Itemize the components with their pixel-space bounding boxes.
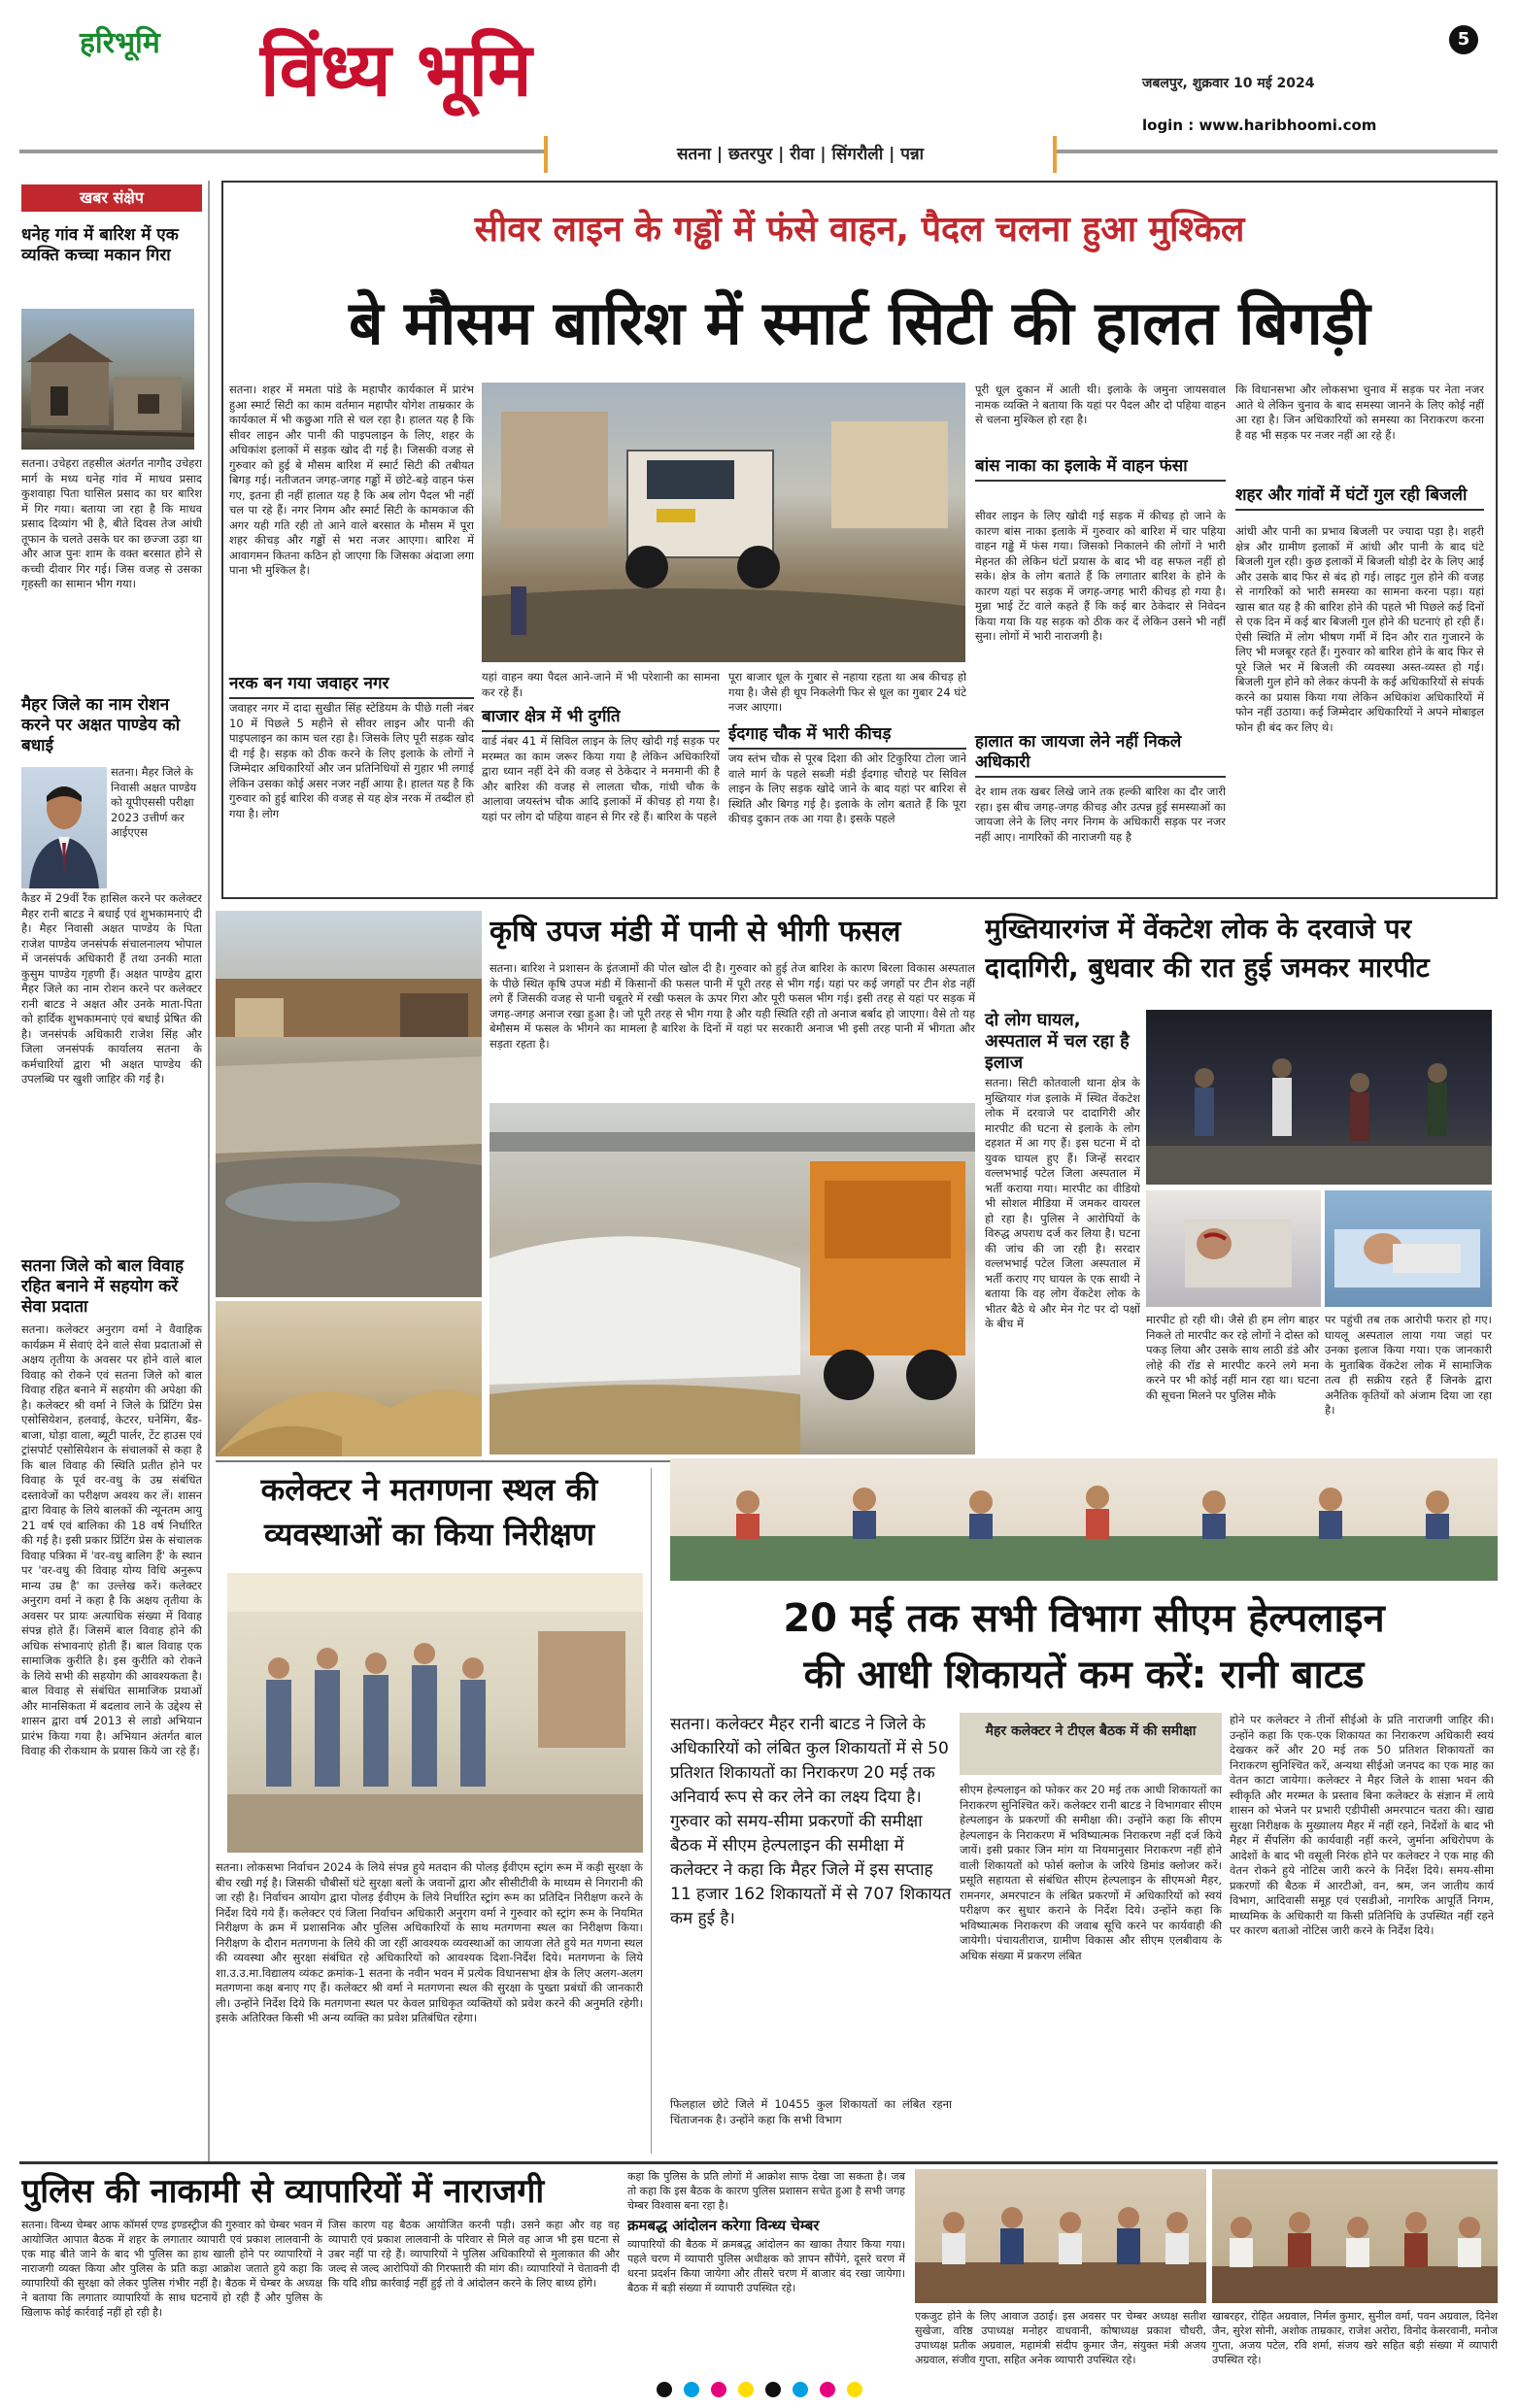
injured-illustration-2 — [1325, 1190, 1492, 1307]
collapsed-house-photo — [21, 309, 194, 450]
chamber-illustration-1 — [915, 2169, 1206, 2303]
sidebar-headline-3: सतना जिले को बाल विवाह रहित बनाने में सहयोग करें सेवा प्रदाता — [21, 1256, 185, 1317]
lead-col4b: सीवर लाइन के लिए खोदी गई सड़क में कीचड़ हो जाने के कारण बांस नाका इलाके में गुरुवार को बारिश में चार पहिया वाहन गड्ढे में फंस गया। जिसको निकालने की लोगों ने भारी मेहनत की लेकिन घंटों प्रयास के बाद भी वह सफल नहीं हो सके। क्षेत्र के लोग बताते हैं कि लगातार बारिश के होने के कारण यहां पर सड़क में जगह-जगह भारी कीचड़ हो गया है। मुन्ना भाई टेंट वाले कहते हैं कि कई बार ठेकेदार से निवेदन किया गया कि यह सड़क को ठीक कर दें लेकिन उसने भी नहीं सुना। लोगों में भारी नाराजगी है। — [975, 509, 1226, 643]
crowd-illustration — [1146, 1010, 1492, 1185]
lead-sub5: हालात का जायजा लेने नहीं निकले अधिकारी — [975, 732, 1226, 778]
police-col1: सतना। विन्ध्य चेम्बर आफ कॉमर्स एण्ड इण्डस्ट्रीज की गुरुवार को चेम्बर भवन में आयोजित आपात बैठक में शहर के लगातार व्यापारी एवं प्रकाश लालवानी के एक माह बीते जाने के बाद भी पुलिस का हाथ खाली होने पर व्यापारियों ने नाराजगी व्यक्त किया और पुलिस के प्रति कड़ा आक्रोश जताते हुये कहा कि व्यापारियों की सुरक्षा को लेकर पुलिस गंभीर नहीं है। बैठक में चेम्बर के अध्यक्ष ने बताया कि लगातार व्यापारियों के साथ घटनायें हो रही हैं और पुलिस के खिलाफ कोई कार्रवाई नहीं हो रही है। — [21, 2219, 322, 2319]
venkatesh-body: सतना। सिटी कोतवाली थाना क्षेत्र के मुख्तियार गंज इलाके में स्थित वेंकटेश लोक में दरवाजे पर दादागिरी और मारपीट की घटना से इलाके के लोग दहशत में आ गए हैं। इस घटना में दो युवक घायल हुए हैं। जिन्हें सरदार वल्लभभाई पटेल जिला अस्पताल में भर्ती कराया गया। मारपीट का वीडियो भी सोशल मीडिया में जमकर वायरल हो रहा है। पुलिस ने आरोपियों के विरुद्ध अपराध दर्ज कर लिया है। घटना की जांच की जा रही है। सरदार वल्लभभाई पटेल जिला अस्पताल में भर्ती कराए गए घायल के एक साथी ने बताया कि वह लोग वेंकटेश लोक के भीतर बैठे थे और मेन गेट पर दो पक्षों के बीच में — [985, 1076, 1140, 1330]
police-col3b: व्यापारियों की बैठक में क्रमबद्ध आंदोलन का खाका तैयार किया गया। पहले चरण में व्यापारी पुलिस अधीक्षक को ज्ञापन सौंपेंगे, दूसरे चरण में धरना प्रदर्शन किया जायेगा और तीसरे चरण में बाजार बंद रखा जायेगा। बैठक में बड़ी संख्या में व्यापारी उपस्थित रहे। — [627, 2238, 905, 2294]
district-strip: सतना | छतरपुर | रीवा | सिंगरौली | पन्ना — [544, 136, 1057, 173]
lead-col3b: जय स्तंभ चौक से पूरब दिशा की ओर टिकुरिया टोला जाने वाले मार्ग के पहले सब्जी मंडी ईदगाह चौराहे पर सिविल लाइन के लिए सड़क खोदे जाने के बाद यहां पर बारिश से स्थिति और बिगड़ गई है। इलाके के लोग बताते हैं कि पूरा कीचड़ दुकान तक आ गया है। इसके पहले — [728, 752, 966, 825]
registration-dot-3 — [738, 2382, 754, 2397]
sidebar-body-2: कैडर में 29वीं रैंक हासिल करने पर कलेक्टर मैहर रानी बाटड ने बधाई एवं शुभकामनाएं दी है। मैहर निवासी अक्षत पाण्डेय के पिता राजेश पाण्डेय जनसंपर्क संचालनालय भोपाल में जनसंपर्क अधिकारी हैं तथा उनकी माता कुसुम पाण्डेय गृहणी हैं। अक्षत पाण्डेय द्वारा मैहर जिले का नाम रोशन करने पर कलेक्टर रानी बाटड ने अक्षत और उनके माता-पिता को हार्दिक शुभकामनाएं एवं बधाई प्रेषित की है। जनसंपर्क अधिकारी राजेश सिंह और जिला जनसंपर्क कार्यालय सतना के कर्मचारियों द्वारा भी अक्षत पाण्डेय की उपलब्धि पर खुशी जाहिर की गई है। — [21, 891, 202, 1086]
login-url: login : www.haribhoomi.com — [1142, 117, 1377, 134]
helpline-lead-tail: फिलहाल छोटे जिले में 10455 कुल शिकायतों का लंबित रहना चिंताजनक है। उन्होंने कहा कि सभी विभाग — [670, 2097, 952, 2126]
registration-dot-1 — [684, 2382, 699, 2397]
registration-marks — [0, 2379, 1519, 2402]
mandi-headline: कृषि उपज मंडी में पानी से भीगी फसल — [489, 915, 901, 949]
inspection-illustration — [227, 1573, 643, 1853]
house-illustration — [21, 309, 194, 450]
lead-col4c: देर शाम तक खबर लिखे जाने तक हल्की बारिश का दौर जारी रहा। इस बीच जगह-जगह कीचड़ और उत्पन्न हुई समस्याओं का जायजा लेने के लिए नगर निगम के अधिकारी सड़क पर नजर नहीं आए। नागरिकों की नाराजगी यह है — [975, 785, 1226, 844]
lead-sub2: बाजार क्षेत्र में भी दुर्गति — [482, 707, 720, 732]
helpline-lead: सतना। कलेक्टर मैहर रानी बाटड ने जिले के अधिकारियों को लंबित कुल शिकायतों में से 50 प्रतिशत शिकायतों का निराकरण 20 मई तक अनिवार्य रूप से कर लेने का लक्ष्य दिया है। गुरुवार को समय-सीमा प्रकरणों की समीक्षा बैठक में सीएम हेल्पलाइन की समीक्षा में कलेक्टर ने कहा कि मैहर जिले में इस सप्ताह 11 हजार 162 शिकायतों में से 707 शिकायत कम हुई है। — [670, 1715, 952, 1928]
collector-headline-1: कलेक्टर ने मतगणना स्थल की — [260, 1471, 598, 1508]
sidebar-body-2-side: सतना। मैहर जिले के निवासी अक्षत पाण्डेय को यूपीएससी परीक्षा 2023 उत्तीर्ण कर आईएएस — [111, 765, 197, 839]
grain-heap-illustration — [216, 1301, 482, 1456]
mandi-grain-photo — [216, 1301, 482, 1456]
venkatesh-headline-2: दादागिरी, बुधवार की रात हुई जमकर मारपीट — [985, 952, 1430, 984]
brand-logo: हरिभूमि — [80, 26, 160, 60]
registration-dot-4 — [765, 2382, 781, 2397]
chamber-meeting-photo-2 — [1212, 2169, 1498, 2303]
flooded-mandi-illustration — [216, 911, 482, 1297]
truck-illustration — [482, 383, 965, 662]
lead-sub3: ईदगाह चौक में भारी कीचड़ — [728, 724, 966, 750]
meeting-illustration — [670, 1458, 1498, 1581]
police-col5: खाबरहर, रोहित अग्रवाल, निर्मल कुमार, सुनील वर्मा, पवन अग्रवाल, दिनेश जैन, सुरेश सोनी, अशोक ताम्रकार, राजेश अरोरा, विनोद केसरवानी, मनोज गुप्ता, अजय पटेल, रवि शर्मा, संजय खरे सहित बड़ी संख्या में व्यापारी उपस्थित रहे। — [1212, 2310, 1498, 2366]
venkatesh-headline-1: मुख्तियारगंज में वेंकटेश लोक के दरवाजे पर — [985, 913, 1412, 945]
lower-rule — [19, 2161, 1498, 2164]
mandi-body: सतना। बारिश ने प्रशासन के इंतजामों की पोल खोल दी है। गुरुवार को हुई तेज बारिश के कारण बिरला विकास अस्पताल के पीछे स्थित कृषि उपज मंडी में किसानों की फसल पानी में पूरी तरह से भीग गई। यहां पर कई जगहों पर टीन शेड नहीं लगे हैं जिसकी वजह से पानी चबूतरे में रखी फसल के ऊपर गिरा और पूरी फसल भीग गई। इसी तरह से यहां पर सड़क में जगह-जगह अनाज रखा हुआ है। जो पूरी तरह से भीग गया है और यही स्थिति रही तो अनाज बर्बाद हो जाएगा। वैसे तो यह बेमौसम में फसल के भीगने का मामला है बारिश के दिनों में यहां पर सरकारी अनाज भी इसी तरह पानी में भीगता और सड़ता रहता है। — [489, 961, 975, 1051]
lead-sub1: नरक बन गया जवाहर नगर — [229, 674, 474, 699]
helpline-headline-2: की आधी शिकायतें कम करें: रानी बाटड — [803, 1653, 1365, 1697]
registration-dots — [651, 2379, 868, 2397]
venkatesh-subhead: दो लोग घायल, अस्पताल में चल रहा है इलाज — [985, 1010, 1130, 1073]
sidebar-headline-2: मैहर जिले का नाम रोशन करने पर अक्षत पाण्डेय को बधाई — [21, 695, 181, 755]
venkatesh-col3: पर पहुंची तब तक आरोपी फरार हो गए। घायलू अस्पताल लाया गया जहां पर उनका इलाज किया गया। एक जानकारी के मुताबिक वेंकटेश लोक में सामाजिक तत्व ही सक्रीय रहते हैं जिनके द्वारा अनैतिक कृतियों को अंजाम दिया जा रहा है। — [1325, 1313, 1492, 1417]
lead-kicker: सीवर लाइन के गड्ढों में फंसे वाहन, पैदल चलना हुआ मुश्किल — [474, 210, 1245, 250]
section-title: विंध्य भूमि — [260, 26, 532, 113]
helpline-col2: सीएम हेल्पलाइन को फोकर कर 20 मई तक आधी शिकायतों का निराकरण सुनिश्चित करें। कलेक्टर रानी बाटड ने विभागवार सीएम हेल्पलाइन के प्रकरणों की समीक्षा की। उन्होंने कहा कि सीएम हेल्पलाइन के निराकरण में भविष्यात्मक निराकरण नहीं दर्ज किये जायें। इसी प्रकार जिन मांग या नियमानुसार निराकरण नहीं होने वाली शिकायतों को फोर्स क्लोज के जरिये डिमांड क्लोजर करें। प्रसूति सहायता से संबंधित सीएम हेल्पलाइन के सीएमओ मैहर, रामनगर, अमरपाटन के लंबित प्रकरणों में अधिकारियों को स्वयं परीक्षण कर सुधार कराने के निर्देश दिये। उन्होंने कहा कि भविष्यात्मक निराकरण की जवाब सूचि करने पर कार्यवाही की जायेगी। पंचायतीराज, ग्रामीण विकास और सीएम एलबीवाय के अधिक संख्या में प्रकरण लंबित — [960, 1783, 1222, 1962]
registration-dot-6 — [820, 2382, 835, 2397]
collector-body: सतना। लोकसभा निर्वाचन 2024 के लिये संपन्न हुये मतदान की पोलड़ ईवीएम स्ट्रांग रूम में कड़ी सुरक्षा के बीच रखी गई है। जिसकी चौबीसों घंटे सुरक्षा बलों के जवानों द्वारा और सीसीटीवी के माध्यम से निगरानी की जा रही है। निर्वाचन आयोग द्वारा पोलड़ ईवीएम के लिये निर्धारित स्ट्रांग रूम का प्रतिदिन निरीक्षण करने के निर्देश दिये गये हैं। कलेक्टर एवं जिला निर्वाचन अधिकारी अनुराग वर्मा ने गुरुवार को स्ट्रांग रूम के नियमित निरीक्षण के क्रम में प्रशासनिक और पुलिस अधिकारियों के साथ मतगणना स्थल का निरीक्षण किया। निरीक्षण के दौरान मतगणना के लिये की जा रहीं आवश्यक व्यवस्थाओं का जायजा लेते हुये मत गणना स्थल की व्यवस्था और सुरक्षा संबंधित रहे अधिकारियों को आवश्यक दिशा-निर्देश दिये। मतगणना के लिये शा.उ.उ.मा.विद्यालय व्यंकट क्रमांक-1 सतना के नवीन भवन में प्रत्येक विधानसभा क्षेत्र के लिए अलग-अलग मतगणना कक्ष बनाए गए हैं। कलेक्टर श्री वर्मा ने मतगणना स्थल की सुरक्षा के पुख्ता प्रबंधों की जानकारी ली। उन्होंने निर्देश दिये कि मतगणना स्थल पर केवल प्राधिकृत व्यक्तियों को प्रवेश करने की अनुमति रहेगी। इसके अतिरिक्त किसी भी अन्य व्यक्ति का प्रवेश प्रतिबंधित रहेगा। — [216, 1860, 643, 2024]
police-subhead: क्रमबद्ध आंदोलन करेगा विन्ध्य चेम्बर — [627, 2217, 820, 2234]
lead-sub6: शहर और गांवों में घंटों गुल रही बिजली — [1235, 485, 1484, 511]
night-crowd-photo — [1146, 1010, 1492, 1185]
lead-headline: बे मौसम बारिश में स्मार्ट सिटी की हालत बिगड़ी — [349, 287, 1370, 358]
dateline: जबलपुर, शुक्रवार 10 मई 2024 — [1142, 76, 1315, 91]
lead-col5a: कि विधानसभा और लोकसभा चुनाव में सड़क पर नेता नजर आते थे लेकिन चुनाव के बाद समस्या जानने के लिए कोई नहीं आ रहा है। जिन अधिकारियों को समस्या का निराकरण करना है वह भी सड़क पर नजर नहीं आ रहे हैं। — [1235, 383, 1484, 442]
sidebar-headline-1: धनेह गांव में बारिश में एक व्यक्ति कच्चा मकान गिरा — [21, 225, 179, 265]
police-headline: पुलिस की नाकामी से व्यापारियों में नाराजगी — [21, 2172, 545, 2211]
lead-col2a: यहां वाहन क्या पैदल आने-जाने में भी परेशानी का सामना कर रहे हैं। — [482, 670, 720, 699]
helpline-box-title: मैहर कलेक्टर ने टीएल बैठक में की समीक्षा — [960, 1713, 1222, 1775]
registration-dot-7 — [847, 2382, 862, 2397]
collector-divider — [651, 1468, 652, 2154]
registration-dot-2 — [711, 2382, 726, 2397]
helpline-meeting-photo — [670, 1458, 1498, 1581]
chamber-illustration-2 — [1212, 2169, 1498, 2303]
lead-col3a: पूरा बाजार धूल के गुबार से नहाया रहता था अब कीचड़ हो गया है। जैसे ही धूप निकलेगी फिर से धूल का गुबार 24 घंटे नजर आएगा। — [728, 670, 966, 714]
stuck-truck-photo — [482, 383, 965, 662]
truck-tarp-illustration — [489, 1103, 975, 1455]
injured-man-photo-1 — [1146, 1190, 1321, 1307]
akshat-pandey-photo — [21, 767, 107, 888]
injured-man-photo-2 — [1325, 1190, 1492, 1307]
venkatesh-col2: मारपीट हो रही थी। जैसे ही हम लोग बाहर निकले तो मारपीट कर रहे लोगों ने दोस्त को पकड़ लिया और उसके साथ लाठी डंडे और लोहे की रॉड से मारपीट करने लगे मना करने पर भी कोई नहीं मान रहा था। घटना की सूचना मिलने पर पुलिस मौके — [1146, 1313, 1319, 1402]
police-col3a: कहा कि पुलिस के प्रति लोगों में आक्रोश साफ देखा जा सकता है। जब तो कहा कि इस बैठक के कारण पुलिस प्रशासन सचेत हुआ है सभी जगह चेम्बर विश्वास बना रहा है। — [627, 2170, 905, 2212]
counting-inspection-photo — [227, 1573, 643, 1853]
lead-col1b: जवाहर नगर में दादा सुखीत सिंह स्टेडियम के पीछे गली नंबर 10 में पिछले 5 महीने से सीवर लाइन और पानी की पाइपलाइन का काम चल रहा है। जिसके लिए पूरी सड़क खोद दी गई है। सड़क को ठीक करने के लिए इलाके के लोगों ने जिम्मेदार अधिकारियों और जन प्रतिनिधियों से गुहार भी लगाई लेकिन उसका कोई असर नजर नहीं आया है। हालत यह है कि गुरुवार को हुई बारिश की वजह से यह क्षेत्र नरक में तब्दील हो गया है। लोग — [229, 701, 474, 820]
lead-sub4: बांस नाका का इलाके में वाहन फंसा — [975, 456, 1226, 482]
lead-col1: सतना। शहर में ममता पांडे के महापौर कार्यकाल में प्रारंभ हुआ स्मार्ट सिटी का काम वर्तमान महापौर योगेश ताम्रकार के कार्यकाल में भी कछुआ गति से चल रहा है। हालत यह है कि सीवर लाइन और पानी की पाइपलाइन के लिए, शहर के अधिकांश इलाकों में सड़क खोद दी गई है। जिसकी वजह से गुरुवार को हुई बे मौसम बारिश में स्मार्ट सिटी की तबीयत बिगड़ गई। नतीजतन जगह-जगह गड्ढों में छोटे-बड़े वाहन फंस गए, इतना ही नहीं हालात यह है कि अब लोग पैदल भी नहीं चल पा रहे हैं। नगर निगम और स्मार्ट सिटी के कामकाज की अगर यही गति रही तो आने वाले बरसात के मौसम में पूरा शहर कीचड़ और गड्ढों से भरा नजर आएगा। बारिश में आवागमन कितना कठिन हो जाएगा कि जिसका अंदाजा लगा पाना भी मुश्किल है। — [229, 383, 474, 577]
registration-dot-5 — [793, 2382, 808, 2397]
injured-illustration-1 — [1146, 1190, 1321, 1307]
chamber-meeting-photo-1 — [915, 2169, 1206, 2303]
police-col2: जिस कारण यह बैठक आयोजित करनी पड़ी। उसने कहा और वह वह व्यापारी एवं प्रकाश लालवानी के परिवार से मिले वह आज भी इस घटना से उबर नहीं पा रहे हैं। व्यापारियों ने पुलिस अधिकारियों से मुलाकात की और जल्द से जल्द आरोपियों की गिरफ्तारी की मांग की। व्यापारियों ने चेतावनी दी कि यदि शीघ्र कार्रवाई नहीं हुई तो वे आंदोलन करने के लिए बाध्य होंगे। — [328, 2219, 620, 2290]
sidebar-tag: खबर संक्षेप — [21, 184, 202, 212]
sidebar-divider — [208, 181, 210, 2161]
portrait-illustration — [21, 767, 107, 888]
sidebar-body-3: सतना। कलेक्टर अनुराग वर्मा ने वैवाहिक कार्यक्रम में सेवाएं देने वाले सेवा प्रदाताओं से अक्षय तृतीया के अवसर पर होने वाले बाल विवाह को रोकने एवं सतना जिले को बाल विवाह रहित बनाने में सहयोग की अपेक्षा की है। कलेक्टर श्री वर्मा ने जिले के प्रिंटिंग प्रेस एसोसियेशन, हलवाई, केटरर, घनेमिंग, बैंड-बाजा, घोड़ा वाला, ब्यूटी पार्लर, टेंट हाउस एवं ट्रांसपोर्ट एसोसियेशन के संचालकों से कहा है कि बाल विवाह की स्थिति प्रतीत होने पर विवाह के पूर्व वर-वधु के उम्र संबंधित दस्तावेजों का परीक्षण अवश्य कर लें। शासन द्वारा विवाह के लिये बालकों की न्यूनतम आयु 21 वर्ष एवं बालिका की 18 वर्ष निर्धारित की गई है। इसी प्रकार प्रिंटिंग प्रेस के संचालक विवाह पत्रिका में 'वर-वधु बालिग हैं' के स्थान पर 'वर-वधु की विवाह योग्य विधि अनुरूप मान्य उम्र है' का उल्लेख करें। कलेक्टर अनुराग वर्मा ने कहा है कि अक्षय तृतीया के अवसर पर प्रायः अत्याधिक संख्या में विवाह संपन्न होते हैं। जिसमें बाल विवाह होने की अधिक संभावनाएं होती हैं। बाल विवाह एक सामाजिक कुरीति है। इस कुरीति को रोकने के लिये सभी की सहयोग की आवश्यकता है। बाल विवाह से संबंधित सामाजिक प्रथाओं और मानसिकता में बदलाव लाने के उद्देश्य से शासन द्वारा वर्ष 2013 से लाडो अभियान प्रारंभ किया गया है। अभियान अंतर्गत बाल विवाह की रोकथाम के प्रयास किये जा रहे हैं। — [21, 1322, 202, 1757]
registration-dot-0 — [657, 2382, 672, 2397]
lead-col4a: पूरी धूल दुकान में आती थी। इलाके के जमुना जायसवाल नामक व्यक्ति ने बताया कि यहां पर पैदल और दो पहिया वाहन से चलना मुश्किल हो रहा है। — [975, 383, 1226, 426]
police-col4: एकजुट होने के लिए आवाज उठाई। इस अवसर पर चेम्बर अध्यक्ष सतीश सुखेजा, वरिष्ठ उपाध्यक्ष मनोहर वाधवानी, कोषाध्यक्ष प्रकाश चौधरी, उपाध्यक्ष प्रतीक अग्रवाल, महामंत्री संदीप कुमार जैन, संयुक्त मंत्री अजय अग्रवाल, संजीव गुप्ता, सहित अनेक व्यापारी उपस्थित रहे। — [915, 2310, 1206, 2366]
mandi-shed-photo — [216, 911, 482, 1297]
helpline-headline-1: 20 मई तक सभी विभाग सीएम हेल्पलाइन — [783, 1596, 1385, 1641]
lead-col2b: वार्ड नंबर 41 में सिविल लाइन के लिए खोदी गई सड़क पर मरम्मत का काम जरूर किया गया है लेकिन अधिकारियों द्वारा ध्यान नहीं देने की वजह से ठेकेदार ने मनमानी की है और बारिश की वजह से लालता चौक, गांधी चौक के आलावा जयस्तंभ चौक आदि इलाकों में कीचड़ हो गया है। यहां पर लोग दो पहिया वाहन से गिर रहे हैं। बारिश के पहले — [482, 734, 720, 823]
page-number: 5 — [1449, 25, 1478, 54]
lead-col5b: आंधी और पानी का प्रभाव बिजली पर ज्यादा पड़ा है। शहरी क्षेत्र और ग्रामीण इलाकों में आंधी और पानी के बाद घंटे बिजली गुल रही। कुछ इलाकों में बिजली थोड़ी देर के लिए आई और उसके बाद फिर से बंद हो गई। लाइट गुल होने की वजह से नागरिकों को भारी समस्या का सामना करना पड़ा। यहां खास बात यह है की बारिश होने की पहले भी पिछले कई दिनों से एक दिन में कई बार बिजली गुल होने की घटनाएं हो रही हैं। ऐसी स्थिति में लोग भीषण गर्मी में दिन और रात गुजारने के लिए भी मजबूर रहते हैं। गुरुवार को बारिश होने के बाद फिर से पूरे जिले भर में बिजली की व्यवस्था अस्त-व्यस्त हो गई। बिजली गुल होने को लेकर कंपनी के कई अधिकारियों से संपर्क करने का प्रयास किया गया लेकिन अधिकांश अधिकारियों में फोन नहीं उठाया। कई जिम्मेदार अधिकारियों ने अपने मोबाइल फोन ही बंद कर लिए थे। — [1235, 524, 1484, 734]
sidebar-body-1: सतना। उचेहरा तहसील अंतर्गत नागौद उचेहरा मार्ग के मध्य धनेह गांव में माधव प्रसाद कुशवाहा पिता घासिल प्रसाद का घर बारिश में गिर गया। बताया जा रहा है कि माधव प्रसाद दिव्यांग भी है, बीते दिवस तेज आंधी तूफान के चलते उसके घर का छज्जा उड़ा था और आज पुनः शाम के वक्त बरसात होने से कच्ची दीवार गिर गई। जिस वजह से उसका गृहस्ती का सामान भीग गया। — [21, 456, 202, 590]
collector-headline-2: व्यवस्थाओं का किया निरीक्षण — [263, 1516, 595, 1553]
helpline-col3: होने पर कलेक्टर ने तीनों सीईओ के प्रति नाराजगी जाहिर की। उन्होंने कहा कि एक-एक शिकायत का निराकरण अधिकारी स्वयं देखकर करें और 20 मई तक 50 प्रतिशत शिकायतों का निराकरण सुनिश्चित करें, अन्यथा सीईओ जनपद का एक माह का वेतन काटा जायेगा। कलेक्टर ने मैहर जिले के शासा भवन की स्वीकृति और मरम्मत के प्रस्ताव बिना कलेक्टर के संज्ञान में लाये शासन को भेजने पर प्रभारी एडीपीसी अमरपाटन चतरा की। खाद्य सुरक्षा निरीक्षक के मुख्यालय मैहर में नहीं रहने, निर्देशों के बाद भी मैहर में सैंपलिंग की कार्यवाही नहीं करने, जुर्माना अधिरोपण के आदेशों के बाद भी वसूली निरंक होने पर कलेक्टर ने एक माह की वेतन रोकने हुये नोटिस जारी करने के निर्देश दिये। समय-सीमा प्रकरणों की बैठक में आरटीओ, वन, श्रम, जन जातीय कार्य विभाग, आदिवासी समूह एवं एसडीओ, नागरिक आपूर्ति निगम, माध्यमिक के अधिकारी या किसी प्रतिनिधि के उपस्थित नहीं रहने पर कारण बताओ नोटिस जारी करने के निर्देश दिये। — [1230, 1713, 1494, 1937]
mandi-truck-photo — [489, 1103, 975, 1455]
